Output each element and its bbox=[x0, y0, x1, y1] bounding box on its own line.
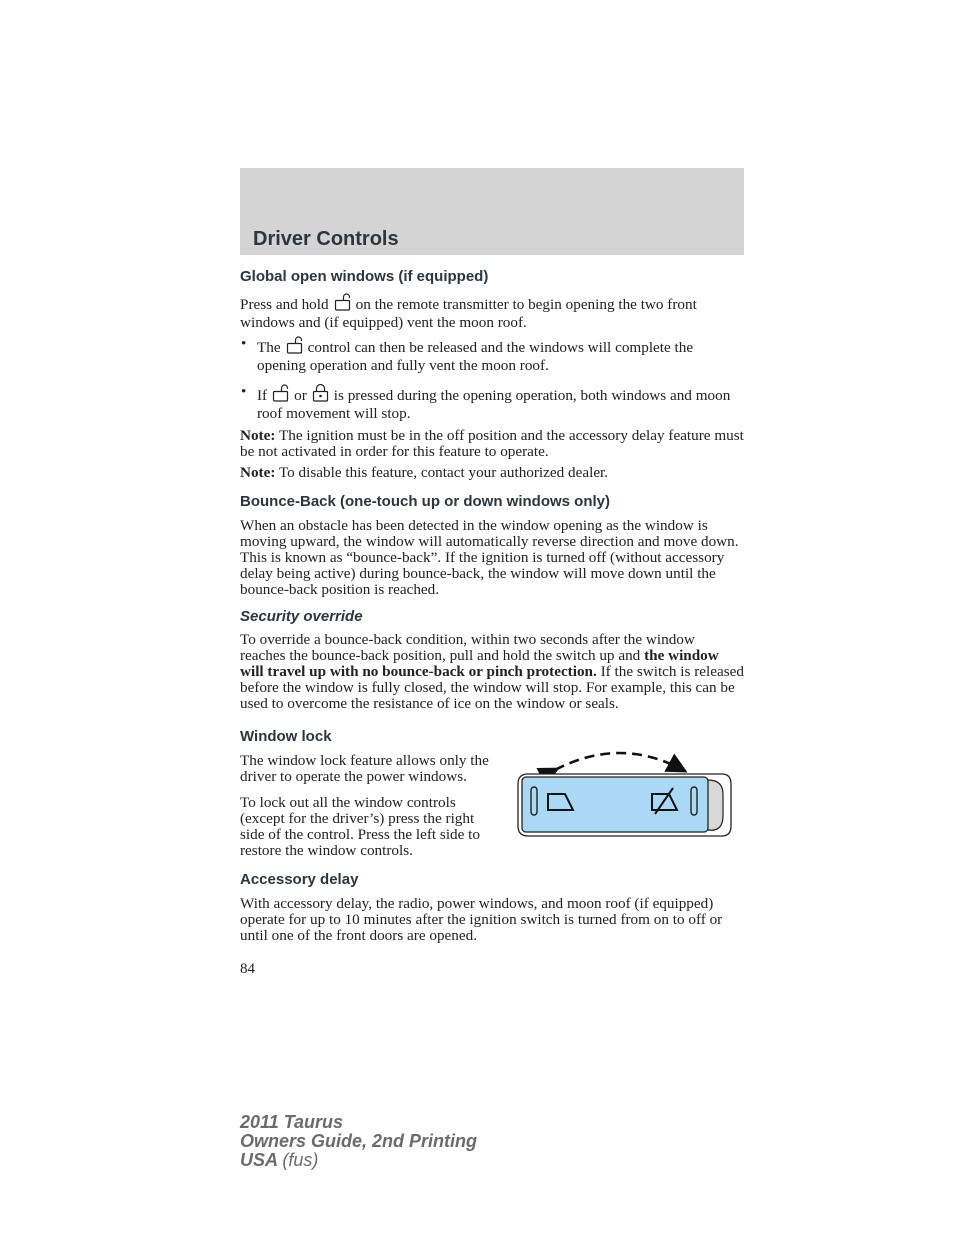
window-lock-text bbox=[240, 753, 496, 859]
note-disable: Note: To disable this feature, contact your authorized dealer. bbox=[240, 464, 609, 481]
window-lock-switch-figure bbox=[515, 744, 735, 840]
heading-global-open-windows: Global open windows (if equipped) bbox=[240, 268, 489, 285]
note-ignition: Note: The ignition must be in the off position and the accessory delay feature must be not activated in order for this feature to operate. bbox=[240, 427, 744, 460]
page-content bbox=[240, 268, 744, 949]
lock-key-icon bbox=[312, 384, 329, 406]
section-title: Driver Controls bbox=[253, 228, 399, 250]
bullet-symbol: • bbox=[241, 383, 247, 400]
global-open-paragraph: Press and hold on the remote transmitter to begin opening the two front windows and (if equipped) vent the moon roof. bbox=[240, 293, 744, 331]
document-footer bbox=[240, 1113, 477, 1170]
heading-bounce-back: Bounce-Back (one-touch up or down windows only) bbox=[240, 493, 610, 510]
footer-market: USA (fus) bbox=[240, 1150, 319, 1170]
heading-accessory-delay: Accessory delay bbox=[240, 871, 359, 888]
footer-edition: Owners Guide, 2nd Printing bbox=[240, 1131, 478, 1151]
heading-window-lock: Window lock bbox=[240, 728, 332, 745]
bullet-symbol: • bbox=[241, 335, 247, 352]
toggle-arrow-icon bbox=[555, 753, 683, 770]
bullet-stop-movement: • If or is pressed during the opening operation, both windows and moon roof movement will stop. bbox=[241, 383, 731, 422]
window-lock-paragraph-2: To lock out all the window controls (except for the driver’s) press the right side of the control. Press the left side to restore the window controls. bbox=[240, 794, 480, 859]
bounce-back-paragraph: When an obstacle has been detected in the window opening as the window is moving upward, the window will automatically reverse direction and move down. This is known as “bounce-back”. If the ignition is turned off (without accessory delay being active) during bounce-back, the window will move down until the bounce-back position is reached. bbox=[240, 517, 739, 598]
bullet-release-control: • The control can then be released and the windows will complete the opening operation and fully vent the moon roof. bbox=[241, 335, 694, 374]
security-override-paragraph: To override a bounce-back condition, within two seconds after the window reaches the bounce-back position, pull and hold the switch up and the window will travel up with no bounce-back or pinch protection. If the switch is released before the window is fully closed, the window will stop. For example, this can be used to overcome the resistance of ice on the window or seals. bbox=[240, 631, 744, 712]
unlock-key-icon bbox=[286, 336, 303, 358]
unlock-key-icon bbox=[334, 293, 351, 315]
accessory-delay-paragraph: With accessory delay, the radio, power windows, and moon roof (if equipped) operate for up to 10 minutes after the ignition switch is turned from on to off or until one of the front doors are opened. bbox=[240, 895, 723, 944]
window-lock-paragraph-1: The window lock feature allows only the driver to operate the power windows. bbox=[240, 752, 489, 785]
switch-rocker bbox=[522, 777, 708, 832]
heading-security-override: Security override bbox=[240, 608, 363, 625]
unlock-key-icon bbox=[272, 384, 289, 406]
page-number: 84 bbox=[240, 961, 255, 977]
footer-model: 2011 Taurus bbox=[240, 1112, 344, 1132]
section-header-band bbox=[240, 168, 744, 255]
